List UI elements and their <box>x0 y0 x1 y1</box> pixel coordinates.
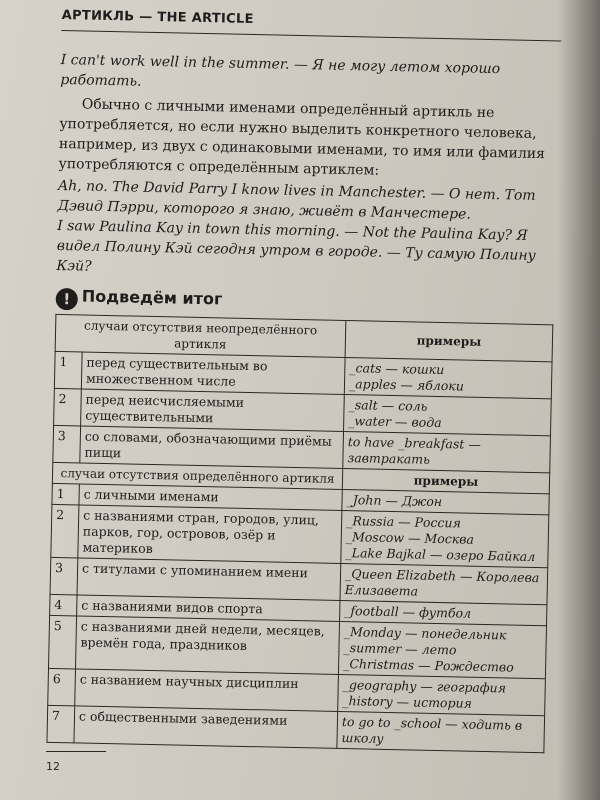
case-description: с названиями видов спорта <box>77 595 340 622</box>
case-description: с общественными заведениями <box>74 706 338 748</box>
table1-body <box>53 351 552 472</box>
row-number: 1 <box>52 483 79 505</box>
row-number: 4 <box>50 594 77 616</box>
example-item: _summer — лето <box>343 640 457 658</box>
summary-heading <box>56 286 223 313</box>
table1-examples-header: примеры <box>345 321 553 362</box>
page-edge-shadow <box>558 0 600 800</box>
example-item: _Russia — Россия <box>346 513 462 531</box>
case-description: с названием научных дисциплин <box>75 669 339 711</box>
row-number: 2 <box>54 388 82 426</box>
rule-paragraph: Обычно с личными именами определённый артикль не употребляется, но если нужно выделить конкретного человека, например, из двух с одинаковыми именами, то имя или фамилия употребляются с определённым артиклем: <box>58 96 546 179</box>
row-number: 6 <box>48 668 76 706</box>
examples-cell <box>341 510 549 567</box>
examples-cell <box>344 394 552 435</box>
example-item: _Queen Elizabeth — Королева Елизавета <box>344 566 540 599</box>
page-content <box>51 0 562 746</box>
page-number: 12 <box>46 760 60 773</box>
example-item: _John — Джон <box>346 492 443 510</box>
case-description: с названиями стран, городов, улиц, парков, гор, островов, озёр и материков <box>78 505 342 563</box>
examples-cell <box>338 674 546 715</box>
example-item: _salt — соль <box>348 397 428 414</box>
example-item: to have _breakfast — завтракать <box>347 434 482 467</box>
table2-examples-header: примеры <box>342 468 549 493</box>
example-item: _water — вода <box>348 413 442 431</box>
examples-cell <box>343 431 551 472</box>
case-description: со словами, обозначающими приёмы пищи <box>80 426 344 468</box>
case-description: перед существительным во множественном числе <box>81 352 345 394</box>
example-item: to go to _school — ходить в школу <box>341 714 523 746</box>
row-number: 3 <box>53 425 81 463</box>
row-number: 5 <box>48 615 76 669</box>
summary-title: Подведём итог <box>81 286 223 309</box>
footer-rule <box>46 751 106 752</box>
example-2: I saw Paulina Kay in town this morning. — Not the Paulina Kay? Я видел Полину Кэй сегодня утром в городе. — Ту самую Полину Кэй? <box>56 217 536 275</box>
page-header: АРТИКЛЬ — THE ARTICLE <box>61 7 254 28</box>
case-description: перед неисчисляемыми существительными <box>81 389 345 431</box>
table2-body <box>47 483 549 752</box>
row-number: 3 <box>50 557 78 595</box>
case-description: с названиями дней недели, месяцев, времён года, праздников <box>75 616 339 674</box>
table2-header: случаи отсутствия определённого артикля <box>52 462 342 489</box>
examples-cell <box>338 621 546 678</box>
example-1: Ah, no. The David Parry I know lives in Manchester. — О нет. Тот Дэвид Пэрри, которого я знаю, живёт в Манчестере. <box>57 177 536 223</box>
case-description: с титулами с упоминанием имени <box>77 558 341 600</box>
example-item: _cats — кошки <box>349 360 445 378</box>
case-description: с личными именами <box>79 484 342 511</box>
example-item: _Christmas — Рождество <box>343 656 514 675</box>
example-item: _Moscow — Москва <box>345 529 475 547</box>
row-number: 1 <box>54 351 82 389</box>
example-item: _Lake Bajkal — озеро Байкал <box>345 545 536 565</box>
intro-example: I can't work well in the summer. — Я не могу летом хорошо работать. <box>60 51 501 90</box>
examples-cell <box>340 563 548 604</box>
table1-header: случаи отсутствия неопределённого артикля <box>55 314 346 357</box>
example-item: _history — история <box>342 693 473 711</box>
article-summary-table <box>46 314 553 753</box>
example-item: _apples — яблоки <box>348 376 465 394</box>
row-number: 2 <box>51 504 79 558</box>
example-item: _geography — география <box>342 677 507 696</box>
examples-cell <box>344 358 552 399</box>
examples-cell <box>337 711 545 752</box>
example-item: _Monday — понедельник <box>343 624 507 643</box>
example-item: _football — футбол <box>344 603 472 621</box>
exclamation-icon: ! <box>56 288 78 310</box>
row-number: 7 <box>47 705 75 743</box>
